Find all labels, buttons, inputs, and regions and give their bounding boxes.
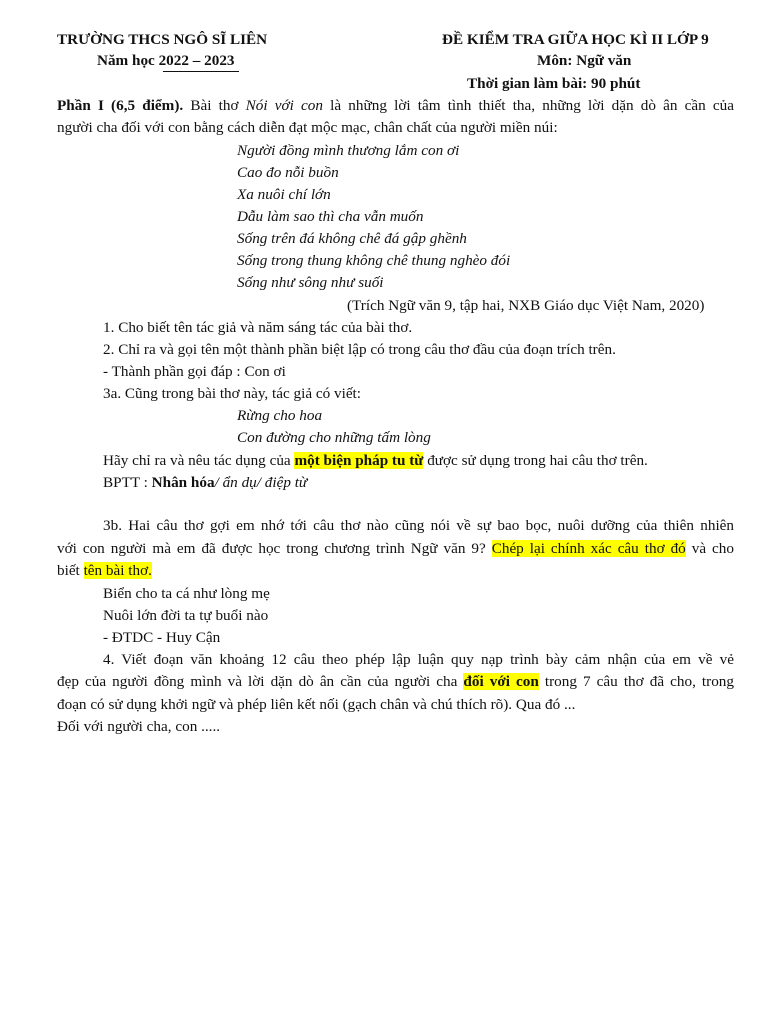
subject: Môn: Ngữ văn [537,52,632,69]
poem-line: Sống trên đá không chê đá gập ghềnh [237,230,467,247]
q3b-text-c: biết [57,562,84,579]
question-3b-line2 [57,539,734,559]
poem-line: Con đường cho những tấm lòng [237,429,431,446]
exam-title: ĐỀ KIỂM TRA GIỮA HỌC KÌ II LỚP 9 [442,31,709,48]
answer-bold: Nhân hóa [151,474,215,491]
intro-text-a: Bài thơ [183,97,246,114]
header-rule [163,71,239,72]
question-4-line3: đoạn có sử dụng khởi ngữ và phép liên kết nối (gạch chân và chú thích rõ). Qua đó ... [57,696,576,713]
q4-text-b: trong 7 câu thơ đã cho, trong [538,673,734,690]
poem-line: Cao đo nỗi buồn [237,164,339,181]
question-1: 1. Cho biết tên tác giả và năm sáng tác của bài thơ. [103,319,413,336]
answer-label: BPTT : [103,474,152,491]
poem-line: Người đồng mình thương lắm con ơi [237,142,460,159]
school-name: TRƯỜNG THCS NGÔ SĨ LIÊN [57,31,268,48]
part1-intro-line1 [57,96,734,116]
question-3b-answer: Nuôi lớn đời ta tự buổi nào [103,607,269,624]
highlighted-text: một biện pháp tu từ [294,452,424,469]
poem-source: (Trích Ngữ văn 9, tập hai, NXB Giáo dục Việt Nam, 2020) [347,297,705,314]
poem-line: Dẫu làm sao thì cha vẫn muốn [237,208,424,225]
question-4-line4: Đối với người cha, con ..... [57,718,221,735]
highlighted-text: tên bài thơ. [83,562,152,579]
exam-time: Thời gian làm bài: 90 phút [467,75,641,92]
poem-title: Nói với con [245,97,323,114]
question-3b-answer: Biển cho ta cá như lòng mẹ [103,585,270,602]
question-4-line2 [57,672,734,692]
answer-italic: / ẩn dụ/ điệp từ [214,474,308,491]
part1-heading: Phần I (6,5 điểm). [57,97,184,114]
poem-line: Sống như sông như suối [237,274,384,291]
q3b-text-b: và cho [685,540,734,557]
question-3b-line1: 3b. Hai câu thơ gợi em nhớ tới câu thơ nào cũng nói về sự bao bọc, nuôi dưỡng của thiên nhiên [103,517,734,534]
q4-text-a: đẹp của người đồng mình và lời dặn dò ân cần của người cha [57,673,464,690]
q3b-text-a: với con người mà em đã được học trong chương trình Ngữ văn 9? [57,540,492,557]
question-3b-answer: - ĐTDC - Huy Cận [103,629,221,646]
question-3a-prompt [103,451,648,471]
highlighted-text: Chép lại chính xác câu thơ đó [491,540,686,557]
question-3b-line3 [57,561,152,581]
poem-line: Xa nuôi chí lớn [237,186,331,203]
intro-text-b: là những lời tâm tình thiết tha, những lời dặn dò ân cần của [322,97,734,114]
school-year: Năm học 2022 – 2023 [97,52,235,69]
prompt-text-a: Hãy chỉ ra và nêu tác dụng của [103,452,295,469]
question-3a: 3a. Cũng trong bài thơ này, tác giả có viết: [103,385,361,402]
highlighted-text: đối với con [463,673,539,690]
poem-line: Rừng cho hoa [237,407,323,424]
part1-intro-line2: người cha đối với con bằng cách diễn đạt mộc mạc, chân chất của người miền núi: [57,119,558,136]
question-2: 2. Chỉ ra và gọi tên một thành phần biệt lập có trong câu thơ đầu của đoạn trích trên. [103,341,616,358]
prompt-text-b: được sử dụng trong hai câu thơ trên. [423,452,648,469]
poem-line: Sống trong thung không chê thung nghèo đói [237,252,511,269]
question-3a-answer [103,473,307,493]
question-2-answer: - Thành phần gọi đáp : Con ơi [103,363,286,380]
question-4-line1: 4. Viết đoạn văn khoảng 12 câu theo phép lập luận quy nạp trình bày cảm nhận của em về vẻ [103,651,734,668]
